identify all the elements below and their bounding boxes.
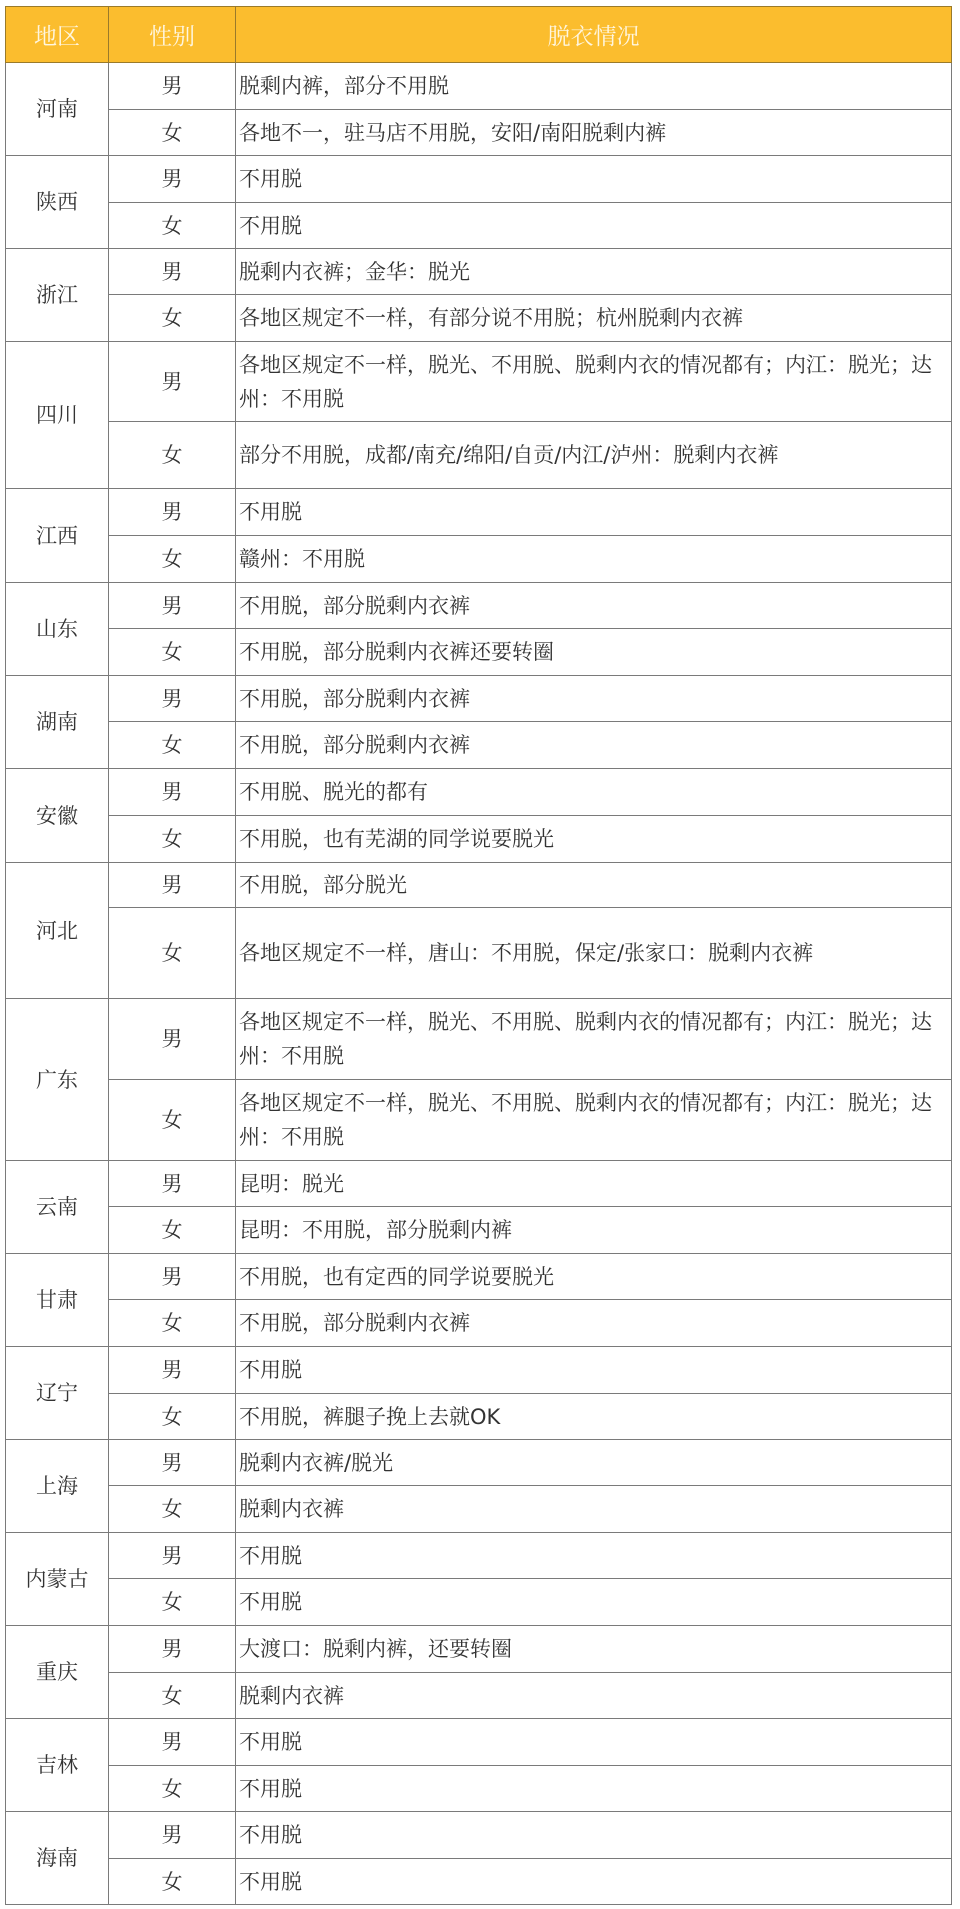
- gender-cell: 女: [109, 1766, 236, 1812]
- situation-cell: 不用脱，部分脱剩内衣裤: [236, 583, 952, 629]
- table-row: [6, 1812, 952, 1859]
- situation-cell: 不用脱: [236, 1347, 952, 1394]
- table-row: [6, 1533, 952, 1579]
- table-row: [6, 156, 952, 203]
- table-row: [6, 1766, 952, 1812]
- situation-cell: 不用脱，部分脱剩内衣裤: [236, 1300, 952, 1347]
- region-cell: 四川: [6, 342, 109, 489]
- region-cell: 湖南: [6, 676, 109, 769]
- gender-cell: 女: [109, 203, 236, 249]
- table-row: [6, 1394, 952, 1440]
- situation-cell: 脱剩内衣裤/脱光: [236, 1440, 952, 1486]
- gender-cell: 男: [109, 249, 236, 295]
- table-row: [6, 1254, 952, 1300]
- region-cell: 上海: [6, 1440, 109, 1533]
- table-row: [6, 583, 952, 629]
- gender-cell: 女: [109, 1207, 236, 1254]
- table-row: [6, 1440, 952, 1486]
- gender-cell: 女: [109, 536, 236, 583]
- gender-cell: 女: [109, 110, 236, 156]
- gender-cell: 男: [109, 769, 236, 816]
- situation-cell: 不用脱: [236, 1766, 952, 1812]
- gender-cell: 男: [109, 676, 236, 722]
- table-row: [6, 629, 952, 676]
- situation-cell: 不用脱，也有定西的同学说要脱光: [236, 1254, 952, 1300]
- region-cell: 广东: [6, 999, 109, 1161]
- situation-cell: 各地区规定不一样，脱光、不用脱、脱剩内衣的情况都有；内江：脱光；达州：不用脱: [236, 999, 952, 1080]
- column-header-region: 地区: [6, 7, 109, 63]
- table-body: [6, 63, 952, 1905]
- situation-cell: 脱剩内裤，部分不用脱: [236, 63, 952, 110]
- situation-cell: 不用脱，部分脱剩内衣裤: [236, 676, 952, 722]
- situation-cell: 不用脱: [236, 1859, 952, 1905]
- table-row: [6, 769, 952, 816]
- table-row: [6, 1486, 952, 1533]
- table-row: [6, 816, 952, 863]
- gender-cell: 男: [109, 342, 236, 422]
- column-header-gender: 性别: [109, 7, 236, 63]
- situation-cell: 昆明：不用脱，部分脱剩内裤: [236, 1207, 952, 1254]
- situation-cell: 大渡口：脱剩内裤，还要转圈: [236, 1626, 952, 1673]
- region-cell: 云南: [6, 1161, 109, 1254]
- region-cell: 重庆: [6, 1626, 109, 1719]
- table-header-row: [6, 7, 952, 63]
- situation-cell: 脱剩内衣裤；金华：脱光: [236, 249, 952, 295]
- table-row: [6, 1673, 952, 1719]
- gender-cell: 男: [109, 863, 236, 908]
- table-row: [6, 1579, 952, 1626]
- situation-cell: 各地不一，驻马店不用脱，安阳/南阳脱剩内裤: [236, 110, 952, 156]
- gender-cell: 男: [109, 156, 236, 203]
- table-row: [6, 63, 952, 110]
- table-row: [6, 1626, 952, 1673]
- gender-cell: 女: [109, 1486, 236, 1533]
- situation-cell: 不用脱: [236, 1719, 952, 1766]
- gender-cell: 男: [109, 1347, 236, 1394]
- situation-cell: 脱剩内衣裤: [236, 1673, 952, 1719]
- clothing-table: [5, 6, 952, 1905]
- gender-cell: 男: [109, 1161, 236, 1207]
- region-cell: 安徽: [6, 769, 109, 863]
- table-row: [6, 1207, 952, 1254]
- region-cell: 浙江: [6, 249, 109, 342]
- gender-cell: 男: [109, 489, 236, 536]
- situation-cell: 赣州：不用脱: [236, 536, 952, 583]
- situation-cell: 不用脱: [236, 1533, 952, 1579]
- gender-cell: 男: [109, 1812, 236, 1859]
- table-row: [6, 422, 952, 489]
- table-row: [6, 1347, 952, 1394]
- gender-cell: 男: [109, 1626, 236, 1673]
- region-cell: 海南: [6, 1812, 109, 1905]
- situation-cell: 各地区规定不一样，唐山：不用脱，保定/张家口：脱剩内衣裤: [236, 908, 952, 999]
- situation-cell: 不用脱: [236, 1812, 952, 1859]
- situation-cell: 昆明：脱光: [236, 1161, 952, 1207]
- table-row: [6, 203, 952, 249]
- region-cell: 河北: [6, 863, 109, 999]
- table-row: [6, 295, 952, 342]
- table-row: [6, 342, 952, 422]
- table-row: [6, 489, 952, 536]
- gender-cell: 女: [109, 295, 236, 342]
- situation-cell: 脱剩内衣裤: [236, 1486, 952, 1533]
- gender-cell: 男: [109, 1254, 236, 1300]
- gender-cell: 女: [109, 1394, 236, 1440]
- situation-cell: 不用脱: [236, 203, 952, 249]
- region-cell: 吉林: [6, 1719, 109, 1812]
- table-row: [6, 722, 952, 769]
- situation-cell: 各地区规定不一样，有部分说不用脱；杭州脱剩内衣裤: [236, 295, 952, 342]
- situation-cell: 不用脱、脱光的都有: [236, 769, 952, 816]
- gender-cell: 女: [109, 422, 236, 489]
- situation-cell: 不用脱，也有芜湖的同学说要脱光: [236, 816, 952, 863]
- situation-cell: 不用脱，部分脱光: [236, 863, 952, 908]
- table-row: [6, 863, 952, 908]
- gender-cell: 女: [109, 629, 236, 676]
- table-row: [6, 1161, 952, 1207]
- region-cell: 内蒙古: [6, 1533, 109, 1626]
- situation-cell: 不用脱: [236, 1579, 952, 1626]
- region-cell: 山东: [6, 583, 109, 676]
- situation-cell: 不用脱，裤腿子挽上去就OK: [236, 1394, 952, 1440]
- region-cell: 陕西: [6, 156, 109, 249]
- gender-cell: 男: [109, 1440, 236, 1486]
- region-cell: 河南: [6, 63, 109, 156]
- situation-cell: 各地区规定不一样，脱光、不用脱、脱剩内衣的情况都有；内江：脱光；达州：不用脱: [236, 1080, 952, 1161]
- region-cell: 辽宁: [6, 1347, 109, 1440]
- table-row: [6, 1080, 952, 1161]
- region-cell: 甘肃: [6, 1254, 109, 1347]
- gender-cell: 男: [109, 583, 236, 629]
- situation-cell: 部分不用脱，成都/南充/绵阳/自贡/内江/泸州：脱剩内衣裤: [236, 422, 952, 489]
- gender-cell: 女: [109, 1579, 236, 1626]
- gender-cell: 男: [109, 1533, 236, 1579]
- gender-cell: 女: [109, 722, 236, 769]
- gender-cell: 女: [109, 1080, 236, 1161]
- table-row: [6, 536, 952, 583]
- table-row: [6, 1300, 952, 1347]
- table-row: [6, 1859, 952, 1905]
- region-cell: 江西: [6, 489, 109, 583]
- gender-cell: 女: [109, 908, 236, 999]
- gender-cell: 女: [109, 1859, 236, 1905]
- gender-cell: 女: [109, 1300, 236, 1347]
- table-row: [6, 676, 952, 722]
- table-row: [6, 249, 952, 295]
- situation-cell: 不用脱，部分脱剩内衣裤: [236, 722, 952, 769]
- gender-cell: 女: [109, 816, 236, 863]
- situation-cell: 不用脱: [236, 489, 952, 536]
- gender-cell: 男: [109, 63, 236, 110]
- table-row: [6, 1719, 952, 1766]
- column-header-situation: 脱衣情况: [236, 7, 952, 63]
- table-row: [6, 908, 952, 999]
- gender-cell: 男: [109, 999, 236, 1080]
- table-row: [6, 999, 952, 1080]
- table-row: [6, 110, 952, 156]
- gender-cell: 女: [109, 1673, 236, 1719]
- situation-cell: 各地区规定不一样，脱光、不用脱、脱剩内衣的情况都有；内江：脱光；达州：不用脱: [236, 342, 952, 422]
- situation-cell: 不用脱: [236, 156, 952, 203]
- gender-cell: 男: [109, 1719, 236, 1766]
- situation-cell: 不用脱，部分脱剩内衣裤还要转圈: [236, 629, 952, 676]
